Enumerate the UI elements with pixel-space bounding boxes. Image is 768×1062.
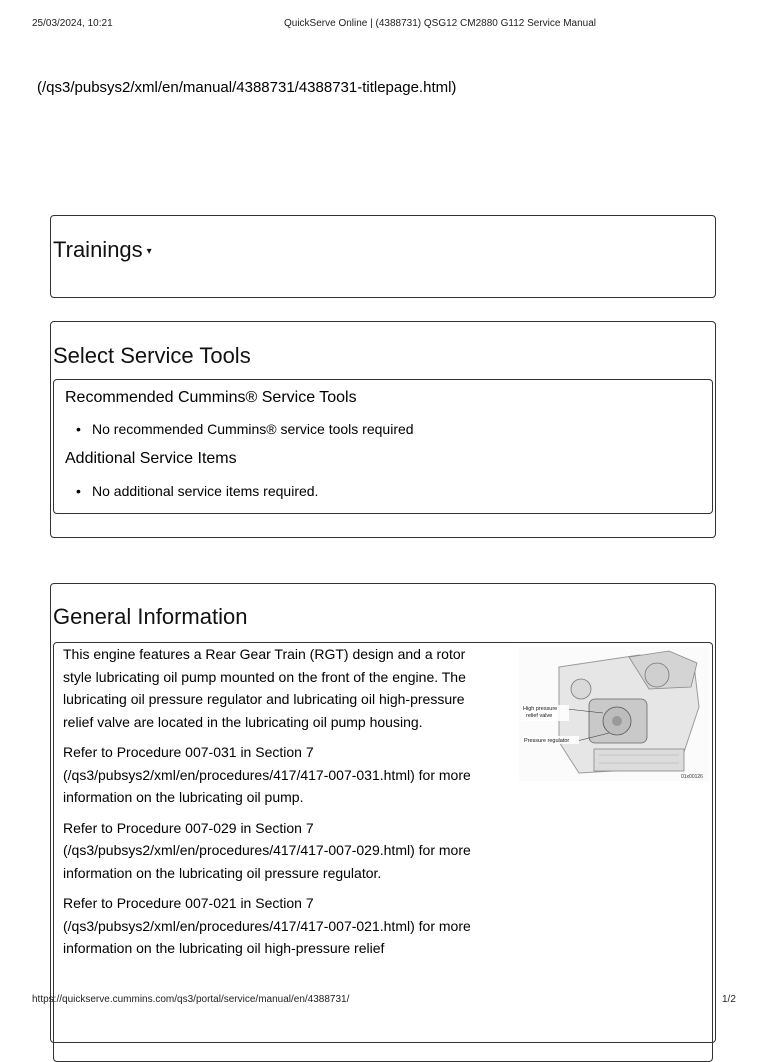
service-tools-panel — [50, 321, 716, 538]
service-tools-title: Select Service Tools — [53, 343, 251, 368]
print-url: https://quickserve.cummins.com/qs3/portal/service/manual/en/4388731/ — [32, 994, 350, 1005]
print-datetime: 25/03/2024, 10:21 — [32, 18, 113, 29]
additional-items-heading: Additional Service Items — [65, 450, 237, 467]
paragraph: Refer to Procedure 007-029 in Section 7 (/qs3/pubsys2/xml/en/procedures/417/417-007-029.html) for more information on the lubricating oil pressure regulator. — [63, 819, 471, 881]
general-info-title: General Information — [53, 604, 248, 629]
general-info-panel — [50, 583, 716, 1043]
general-info-text — [63, 643, 493, 968]
trainings-panel — [50, 215, 716, 298]
figure-label-regulator: Pressure regulator — [524, 738, 570, 744]
service-tools-box — [53, 379, 713, 514]
figure-label-relief-2: relief valve — [526, 713, 553, 719]
figure-label-relief-1: High pressure — [523, 706, 558, 712]
figure-id: 01x00126 — [681, 774, 703, 780]
list-item: • No additional service items required. — [76, 483, 319, 499]
print-page-title: QuickServe Online | (4388731) QSG12 CM2880 G112 Service Manual — [284, 18, 597, 29]
paragraph: Refer to Procedure 007-021 in Section 7 (/qs3/pubsys2/xml/en/procedures/417/417-007-021.html) for more information on the lubricating oil high-pressure relief — [63, 895, 471, 956]
list-item: • No recommended Cummins® service tools required — [76, 421, 414, 437]
page-number: 1/2 — [722, 994, 736, 1005]
caret-down-icon: ▾ — [146, 245, 152, 257]
recommended-tools-heading: Recommended Cummins® Service Tools — [65, 389, 357, 406]
paragraph: This engine features a Rear Gear Train (RGT) design and a rotor style lubricating oil pump mounted on the front of the engine. The lubricating oil pressure regulator and lubricating oil high-pressure relief valve are located in the lubricating oil pump housing. — [63, 646, 466, 730]
trainings-title: Trainings — [53, 237, 143, 262]
titlepage-link[interactable]: (/qs3/pubsys2/xml/en/manual/4388731/4388731-titlepage.html) — [37, 79, 457, 96]
recommended-tools-item: No recommended Cummins® service tools required — [92, 421, 414, 437]
paragraph: Refer to Procedure 007-031 in Section 7 (/qs3/pubsys2/xml/en/procedures/417/417-007-031.html) for more information on the lubricating oil pump. — [63, 744, 471, 805]
trainings-toggle[interactable] — [53, 237, 152, 263]
additional-items-item: No additional service items required. — [92, 483, 319, 499]
engine-illustration — [519, 647, 709, 781]
